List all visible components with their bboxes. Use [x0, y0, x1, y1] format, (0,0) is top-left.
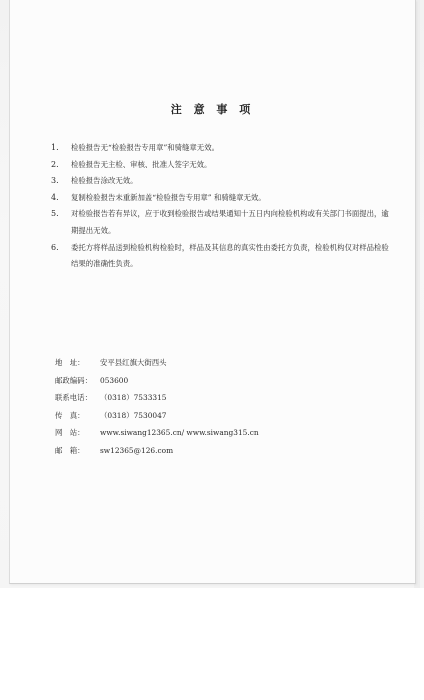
notice-number: 5. — [51, 209, 59, 219]
notice-text: 检验报告无主检、审核、批准人签字无效。 — [71, 159, 212, 169]
notice-number: 1. — [51, 143, 59, 152]
fax-label: 传 真： — [55, 410, 85, 420]
notice-item — [51, 240, 391, 273]
notice-number: 4. — [51, 192, 59, 202]
phone-label: 联系电话： — [55, 393, 92, 403]
notice-item — [51, 173, 391, 190]
contact-info — [55, 354, 259, 460]
postcode-value: 053600 — [100, 375, 129, 385]
notice-text: 对检验报告若有异议，应于收到检验报告或结果通知十五日内向检验机构或有关部门书面提出，逾期提出无效。 — [71, 209, 389, 235]
fax-row — [55, 407, 259, 425]
email-row — [55, 442, 259, 460]
postcode-label: 邮政编码： — [55, 375, 92, 385]
notice-item — [51, 140, 391, 157]
email-value: sw12365@126.com — [100, 445, 174, 455]
address-row — [55, 354, 259, 372]
fax-value: （0318）7530047 — [100, 410, 167, 420]
email-label: 邮 箱： — [55, 445, 85, 455]
notice-text: 复制检验报告未重新加盖“检验报告专用章” 和骑缝章无效。 — [71, 192, 266, 202]
notice-item — [51, 206, 391, 239]
notice-text: 检验报告无“检验报告专用章”和骑缝章无效。 — [71, 143, 219, 152]
notice-number: 3. — [51, 176, 59, 186]
phone-row — [55, 389, 259, 407]
postcode-row — [55, 372, 259, 390]
notice-number: 2. — [51, 159, 59, 169]
page-title: 注 意 事 项 — [170, 103, 255, 116]
address-value: 安平县红旗大街西头 — [100, 358, 167, 367]
notice-number: 6. — [51, 242, 59, 252]
notice-item — [51, 157, 391, 174]
notice-list — [51, 140, 391, 273]
notice-item — [51, 190, 391, 207]
website-row — [55, 424, 259, 442]
phone-value: （0318）7533315 — [100, 393, 167, 403]
notice-text: 委托方将样品送到检验机构检验时，样品及其信息的真实性由委托方负责，检验机构仅对样品检验结果的准确性负责。 — [71, 242, 389, 269]
document-page — [9, 0, 416, 584]
address-label: 地 址： — [55, 358, 85, 367]
notice-text: 检验报告涂改无效。 — [71, 176, 138, 186]
website-label: 网 站： — [55, 428, 85, 438]
website-value: www.siwang12365.cn/ www.siwang315.cn — [100, 428, 259, 438]
